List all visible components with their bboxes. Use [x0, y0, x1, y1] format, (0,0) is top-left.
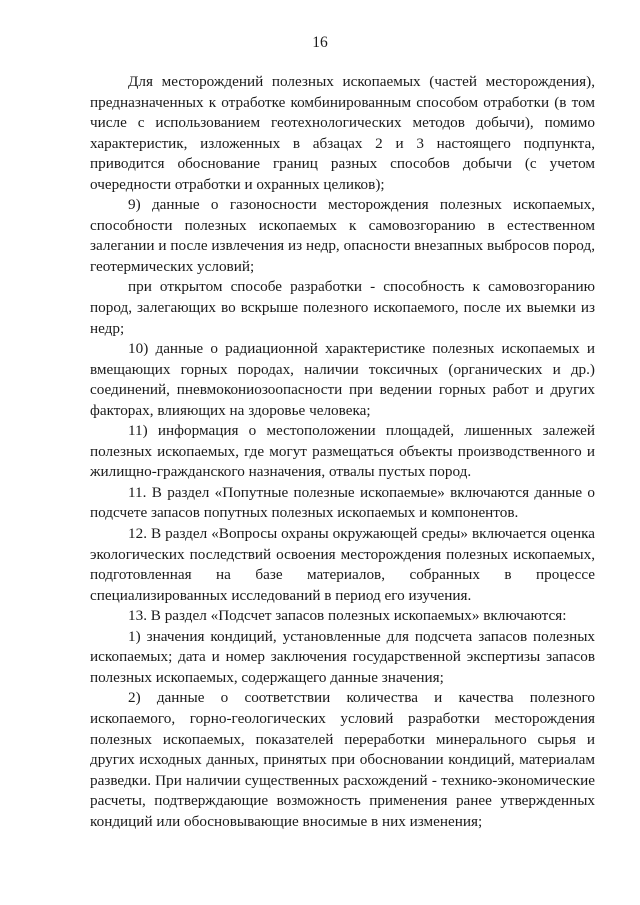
paragraph-item-10-radiation: 10) данные о радиационной характеристике полезных ископаемых и вмещающих горных породах, наличии токсичных (органических и др.) соединений, пневмокониозоопасности при ведении горных работ и других факторах, влияющих на здоровье человека; — [90, 340, 595, 419]
paragraph-item-1-conditions: 1) значения кондиций, установленные для подсчета запасов полезных ископаемых; дата и номер заключения государственной экспертизы запасов полезных ископаемых, содержащего данные значения; — [90, 627, 595, 686]
paragraph-combined-mining: Для месторождений полезных ископаемых (частей месторождения), предназначенных к отработке комбинированным способом отработки (в том числе с использованием геотехнологических методов добычи), помимо характеристик, изложенных в абзацах 2 и 3 настоящего подпункта, приводится обоснование границ разных способов добычи (с учетом очередности отработки и охранных целиков); — [90, 73, 595, 193]
paragraph-section-11-associated-minerals: 11. В раздел «Попутные полезные ископаемые» включаются данные о подсчете запасов попутных полезных ископаемых и компонентов. — [90, 483, 595, 522]
page-number: 16 — [312, 34, 328, 51]
paragraph-item-9-gas-content: 9) данные о газоносности месторождения полезных ископаемых, способности полезных ископаемых к самовозгоранию в естественном залегании и после извлечения из недр, опасности внезапных выбросов пород, геотермических условий; — [90, 196, 595, 275]
paragraph-section-13-reserves: 13. В раздел «Подсчет запасов полезных ископаемых» включаются: — [128, 607, 567, 625]
paragraph-open-pit-self-ignition: при открытом способе разработки - способность к самовозгоранию пород, залегающих во вскрыше полезного ископаемого, после их выемки из недр; — [90, 278, 595, 337]
document-body — [90, 72, 595, 832]
paragraph-item-11-location-info: 11) информация о местоположении площадей, лишенных залежей полезных ископаемых, где могут размещаться объекты производственного и жилищно-гражданского назначения, отвалы пустых пород. — [90, 422, 595, 481]
paragraph-section-12-environment: 12. В раздел «Вопросы охраны окружающей среды» включается оценка экологических последствий освоения месторождения полезных ископаемых, подготовленная на базе материалов, собранных в процессе специализированных исследований в период его изучения. — [90, 525, 595, 604]
paragraph-item-2-compliance-data: 2) данные о соответствии количества и качества полезного ископаемого, горно-геологических условий разработки месторождения полезных ископаемых, показателей переработки минерального сырья и других исходных данных, принятых при обосновании кондиций, материалам разведки. При наличии существенных расхождений - технико-экономические расчеты, подтверждающие возможность применения ранее утвержденных кондиций или обосновывающие вносимые в них изменения; — [90, 689, 595, 830]
